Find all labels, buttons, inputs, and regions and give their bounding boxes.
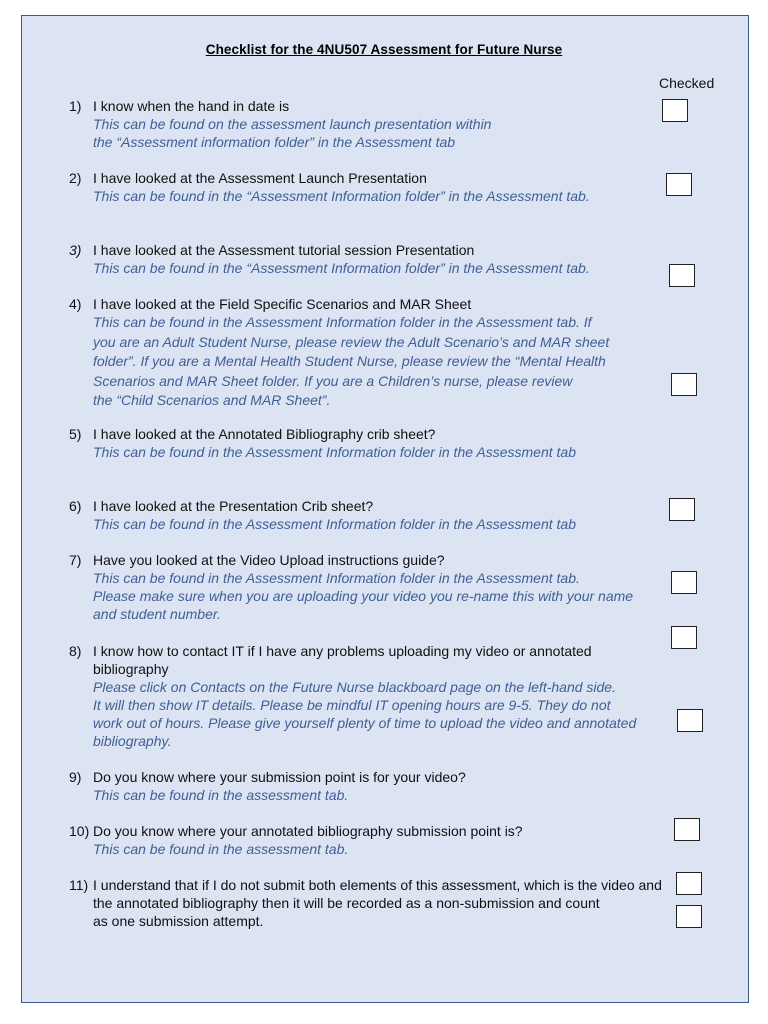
item-number: 5) [69,426,82,442]
item-hint: This can be found in the assessment tab. [93,787,349,803]
checkbox-item-11[interactable] [676,872,702,895]
item-number: 3) [69,242,82,258]
checkbox-item-4[interactable] [671,373,697,396]
item-question: I know when the hand in date is [93,98,290,114]
item-number: 9) [69,769,82,785]
item-hint: This can be found in the Assessment Information folder in the Assessment tab [93,444,576,460]
checkbox-item-3[interactable] [669,264,695,287]
page-title: Checklist for the 4NU507 Assessment for Future Nurse [205,42,563,57]
item-hint: This can be found in the “Assessment Information folder” in the Assessment tab. [93,188,590,204]
item-question: Do you know where your annotated bibliography submission point is? [93,823,523,839]
item-hint: This can be found in the Assessment Information folder in the Assessment tab. Please make sure when you are uploading your video you re-name this with your name and student number. [93,570,634,622]
item-question: I have looked at the Annotated Bibliography crib sheet? [93,426,436,442]
checklist-item-10 [69,822,523,858]
checklist-item-4 [69,295,609,411]
checklist-item-8 [69,642,636,750]
item-question: I have looked at the Assessment tutorial session Presentation [93,242,475,258]
checkbox-item-7-extra[interactable] [671,626,697,649]
item-question: I know how to contact IT if I have any problems uploading my video or annotated bibliography [93,643,592,677]
item-number: 10) [69,823,90,839]
item-number: 11) [69,877,89,893]
checkbox-item-11-extra[interactable] [676,905,702,928]
checklist-item-6 [69,497,576,533]
checkbox-item-8[interactable] [677,709,703,732]
item-hint: This can be found in the Assessment Information folder in the Assessment tab. If you are an Adult Student Nurse, please review the Adult Scenario’s and MAR sheet folder”. If you are a Mental Health Student Nurse, please review the “Mental Health Scenarios and MAR Sheet folder. If you are a Children’s nurse, please review the “Child Scenarios and MAR Sheet”. [93,314,610,408]
checklist-item-11 [69,876,662,930]
checkbox-item-7[interactable] [671,571,697,594]
checklist-item-3 [69,241,590,277]
item-question: I have looked at the Field Specific Scenarios and MAR Sheet [93,296,472,312]
item-question: I have looked at the Presentation Crib sheet? [93,498,374,514]
item-number: 4) [69,296,82,312]
item-hint: This can be found in the Assessment Information folder in the Assessment tab [93,516,576,532]
checkbox-item-2[interactable] [666,173,692,196]
item-number: 2) [69,170,82,186]
checklist-item-9 [69,768,466,804]
item-hint: Please click on Contacts on the Future Nurse blackboard page on the left-hand side. It will then show IT details. Please be mindful IT opening hours are 9-5. They do not work out of hours. Please give yourself plenty of time to upload the video and annotated bibliography. [93,679,637,749]
item-number: 6) [69,498,82,514]
item-number: 8) [69,643,82,659]
checklist-item-1 [69,97,491,151]
checked-column-header: Checked [659,75,715,91]
checkbox-item-6[interactable] [669,498,695,521]
item-hint: This can be found in the assessment tab. [93,841,349,857]
item-question: I have looked at the Assessment Launch Presentation [93,170,427,186]
item-hint: This can be found in the “Assessment Information folder” in the Assessment tab. [93,260,590,276]
item-question: Do you know where your submission point is for your video? [93,769,466,785]
checkbox-item-10[interactable] [674,818,700,841]
checklist-item-7 [69,551,633,623]
item-number: 1) [69,98,82,114]
item-question: I understand that if I do not submit both elements of this assessment, which is the video and the annotated bibliography then it will be recorded as a non-submission and count as one submission attempt. [93,877,662,929]
checklist-item-2 [69,169,590,205]
checklist-item-5 [69,425,576,461]
item-hint: This can be found on the assessment launch presentation within the “Assessment information folder” in the Assessment tab [93,116,492,150]
checkbox-item-1[interactable] [662,99,688,122]
item-number: 7) [69,552,82,568]
item-question: Have you looked at the Video Upload instructions guide? [93,552,445,568]
